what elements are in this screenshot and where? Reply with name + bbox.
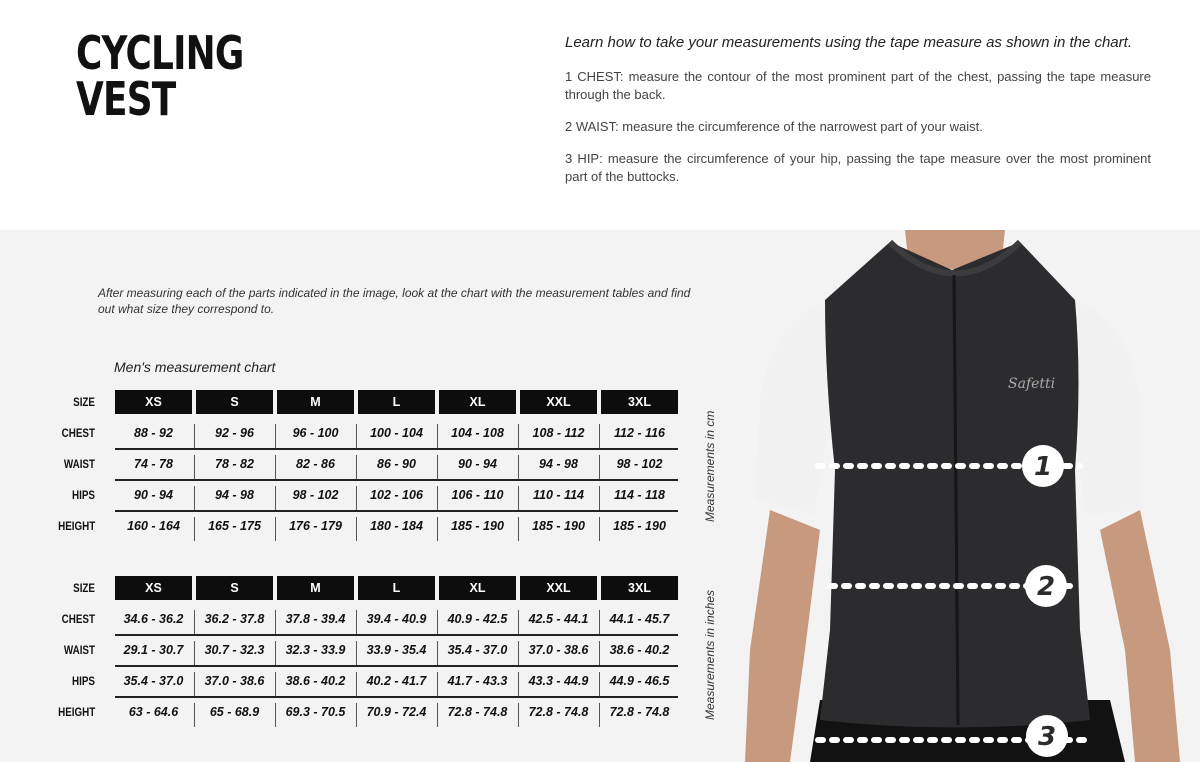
- column-divider: [275, 486, 276, 510]
- column-divider: [356, 641, 357, 665]
- table-cell: 63 - 64.6: [128, 705, 179, 719]
- table-cell: 102 - 106: [370, 488, 423, 502]
- table-cell: 98 - 102: [292, 488, 339, 502]
- table-cell: 32.3 - 33.9: [285, 643, 346, 657]
- table-cell: 30.7 - 32.3: [204, 643, 265, 657]
- column-divider: [275, 703, 276, 727]
- row-divider: [115, 510, 678, 512]
- column-divider: [194, 486, 195, 510]
- table-cell: 78 - 82: [215, 457, 254, 471]
- column-divider: [518, 610, 519, 634]
- size-header-cell: XS: [115, 576, 192, 600]
- column-divider: [518, 486, 519, 510]
- size-row-hips: [50, 483, 690, 507]
- measurement-instructions: [565, 32, 1151, 186]
- size-header-cell: 3XL: [601, 390, 678, 414]
- table-cell: 100 - 104: [370, 426, 423, 440]
- column-divider: [356, 424, 357, 448]
- column-divider: [356, 517, 357, 541]
- table-cell: 92 - 96: [215, 426, 254, 440]
- size-header-cell: S: [196, 390, 273, 414]
- table-cell: 86 - 90: [377, 457, 416, 471]
- row-label: CHEST: [61, 612, 95, 626]
- column-divider: [437, 424, 438, 448]
- column-divider: [194, 517, 195, 541]
- column-divider: [356, 610, 357, 634]
- size-header-cell: XXL: [520, 576, 597, 600]
- row-label: CHEST: [61, 426, 95, 440]
- table-cell: 36.2 - 37.8: [204, 612, 265, 626]
- column-divider: [275, 672, 276, 696]
- table-cell: 41.7 - 43.3: [447, 674, 508, 688]
- column-divider: [275, 641, 276, 665]
- row-label: HEIGHT: [58, 519, 96, 533]
- table-cell: 160 - 164: [127, 519, 180, 533]
- table-cell: 185 - 190: [613, 519, 666, 533]
- table-cell: 104 - 108: [451, 426, 504, 440]
- table-cell: 82 - 86: [296, 457, 335, 471]
- column-divider: [599, 486, 600, 510]
- size-header-cell: XXL: [520, 390, 597, 414]
- column-divider: [356, 455, 357, 479]
- table-cell: 44.1 - 45.7: [609, 612, 670, 626]
- title-line-1: CYCLING: [76, 26, 244, 80]
- table-cell: 42.5 - 44.1: [528, 612, 589, 626]
- column-divider: [437, 672, 438, 696]
- table-cell: 112 - 116: [614, 426, 665, 440]
- size-row-hips: [50, 669, 690, 693]
- table-cell: 37.0 - 38.6: [204, 674, 265, 688]
- table-cell: 180 - 184: [370, 519, 423, 533]
- side-label-inches: Measurements in inches: [703, 589, 717, 720]
- table-cell: 69.3 - 70.5: [285, 705, 346, 719]
- column-divider: [518, 641, 519, 665]
- row-label: WAIST: [63, 643, 95, 657]
- row-label: HIPS: [72, 488, 95, 502]
- title-line-2: VEST: [76, 72, 176, 126]
- table-cell: 106 - 110: [451, 488, 504, 502]
- table-cell: 72.8 - 74.8: [609, 705, 670, 719]
- table-cell: 114 - 118: [614, 488, 665, 502]
- table-cell: 94 - 98: [539, 457, 578, 471]
- chart-intro: After measuring each of the parts indicated in the image, look at the chart with the measurement tables and find out what size they correspond to.: [98, 286, 691, 316]
- size-header-cell: XL: [439, 576, 516, 600]
- table-cell: 90 - 94: [134, 488, 173, 502]
- instructions-lead: Learn how to take your measurements using the tape measure as shown in the chart.: [565, 34, 1132, 51]
- table-cell: 40.2 - 41.7: [366, 674, 427, 688]
- size-header-cell: M: [277, 576, 354, 600]
- column-divider: [356, 672, 357, 696]
- column-divider: [356, 486, 357, 510]
- column-divider: [599, 703, 600, 727]
- table-cell: 176 - 179: [289, 519, 342, 533]
- column-divider: [599, 455, 600, 479]
- table-cell: 65 - 68.9: [209, 705, 260, 719]
- column-divider: [275, 424, 276, 448]
- table-cell: 33.9 - 35.4: [366, 643, 427, 657]
- table-cell: 108 - 112: [532, 426, 585, 440]
- table-cell: 110 - 114: [533, 488, 584, 502]
- size-header-row: [50, 576, 690, 600]
- column-divider: [194, 672, 195, 696]
- column-divider: [194, 703, 195, 727]
- row-label: SIZE: [73, 581, 95, 595]
- column-divider: [194, 455, 195, 479]
- table-cell: 35.4 - 37.0: [447, 643, 508, 657]
- table-cell: 185 - 190: [451, 519, 504, 533]
- column-divider: [356, 703, 357, 727]
- column-divider: [518, 424, 519, 448]
- table-cell: 38.6 - 40.2: [609, 643, 670, 657]
- table-cell: 94 - 98: [215, 488, 254, 502]
- table-cell: 34.6 - 36.2: [123, 612, 184, 626]
- table-cell: 38.6 - 40.2: [285, 674, 346, 688]
- instruction-chest: 1 CHEST: measure the contour of the most prominent part of the chest, passing the tape measure through the back.: [565, 69, 1151, 102]
- table-cell: 70.9 - 72.4: [366, 705, 427, 719]
- column-divider: [275, 610, 276, 634]
- size-row-chest: [50, 607, 690, 631]
- table-cell: 35.4 - 37.0: [123, 674, 184, 688]
- table-cell: 88 - 92: [134, 426, 173, 440]
- table-cell: 44.9 - 46.5: [609, 674, 670, 688]
- row-divider: [115, 634, 678, 636]
- size-row-waist: [50, 638, 690, 662]
- table-cell: 43.3 - 44.9: [528, 674, 589, 688]
- column-divider: [599, 641, 600, 665]
- marker-1-label: 1: [1033, 452, 1053, 482]
- column-divider: [599, 672, 600, 696]
- row-divider: [115, 448, 678, 450]
- vest-brand-logo: Safetti: [1008, 376, 1056, 392]
- column-divider: [275, 517, 276, 541]
- column-divider: [599, 424, 600, 448]
- chart-title: Men's measurement chart: [114, 359, 276, 375]
- size-header-cell: L: [358, 576, 435, 600]
- table-cell: 185 - 190: [532, 519, 585, 533]
- size-row-height: [50, 700, 690, 724]
- column-divider: [518, 703, 519, 727]
- column-divider: [194, 641, 195, 665]
- column-divider: [194, 424, 195, 448]
- column-divider: [437, 610, 438, 634]
- table-cell: 98 - 102: [616, 457, 663, 471]
- table-cell: 72.8 - 74.8: [528, 705, 589, 719]
- page-title: [76, 26, 244, 126]
- column-divider: [194, 610, 195, 634]
- table-cell: 72.8 - 74.8: [447, 705, 508, 719]
- table-cell: 74 - 78: [134, 457, 173, 471]
- row-divider: [115, 479, 678, 481]
- row-label: WAIST: [63, 457, 95, 471]
- instruction-waist: 2 WAIST: measure the circumference of the narrowest part of your waist.: [565, 119, 983, 134]
- row-divider: [115, 665, 678, 667]
- model-vest-photo: [730, 230, 1200, 762]
- column-divider: [437, 455, 438, 479]
- table-cell: 29.1 - 30.7: [123, 643, 184, 657]
- size-header-cell: 3XL: [601, 576, 678, 600]
- column-divider: [275, 455, 276, 479]
- table-cell: 90 - 94: [458, 457, 497, 471]
- table-cell: 96 - 100: [292, 426, 339, 440]
- column-divider: [599, 610, 600, 634]
- instruction-hip: 3 HIP: measure the circumference of your hip, passing the tape measure over the most prominent part of the buttocks.: [565, 151, 1151, 184]
- marker-3-label: 3: [1037, 722, 1057, 752]
- table-cell: 37.0 - 38.6: [528, 643, 589, 657]
- row-label: HEIGHT: [58, 705, 96, 719]
- row-label: SIZE: [73, 395, 95, 409]
- size-header-row: [50, 390, 690, 414]
- column-divider: [518, 672, 519, 696]
- size-row-height: [50, 514, 690, 538]
- size-header-cell: M: [277, 390, 354, 414]
- size-header-cell: S: [196, 576, 273, 600]
- column-divider: [437, 517, 438, 541]
- column-divider: [437, 703, 438, 727]
- column-divider: [437, 486, 438, 510]
- column-divider: [599, 517, 600, 541]
- row-label: HIPS: [72, 674, 95, 688]
- row-divider: [115, 696, 678, 698]
- size-header-cell: XS: [115, 390, 192, 414]
- table-cell: 165 - 175: [208, 519, 261, 533]
- column-divider: [437, 641, 438, 665]
- size-row-chest: [50, 421, 690, 445]
- size-header-cell: L: [358, 390, 435, 414]
- marker-2-label: 2: [1036, 572, 1056, 602]
- table-cell: 39.4 - 40.9: [366, 612, 427, 626]
- table-cell: 37.8 - 39.4: [285, 612, 346, 626]
- size-row-waist: [50, 452, 690, 476]
- table-cell: 40.9 - 42.5: [447, 612, 508, 626]
- column-divider: [518, 517, 519, 541]
- size-header-cell: XL: [439, 390, 516, 414]
- column-divider: [518, 455, 519, 479]
- side-label-cm: Measurements in cm: [703, 410, 717, 522]
